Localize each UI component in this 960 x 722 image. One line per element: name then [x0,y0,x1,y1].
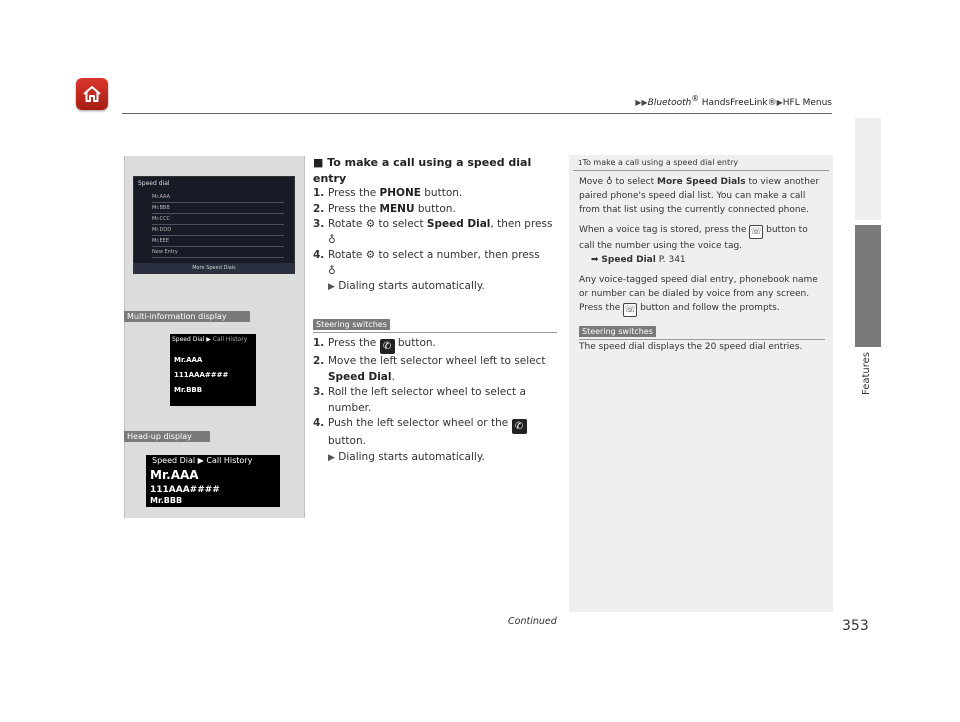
talk-icon: ☏ [624,305,636,315]
multi-info-tag: Multi-information display [124,311,250,322]
head-up-screen: Speed Dial ▶ Call History Mr.AAA 111AAA#### Mr.BBB [146,455,280,507]
list-item: Mr.EEE [152,237,284,247]
list-item: New Entry [152,248,284,258]
list-item: Mr.AAA [150,468,199,482]
phone-icon: ✆ [512,419,527,434]
joystick-icon: ♁ [606,177,613,187]
home-icon[interactable] [76,78,108,110]
reference-icon: ➡ [591,255,599,265]
header-divider [122,113,832,114]
breadcrumb-bluetooth: Bluetooth [647,98,692,108]
list-item: Mr.AAA [152,193,284,203]
list-item: Mr.DDD [152,226,284,236]
multi-info-screen: Speed Dial ▶ Call History Mr.AAA 111AAA#### Mr.BBB [170,334,256,406]
sidebar-divider [573,170,829,171]
page-number: 353 [842,618,869,634]
sidebar-steering-tag: Steering switches [579,326,656,337]
press-icon: ♁ [328,264,336,277]
list-item: Mr.BBB [152,204,284,214]
list-item: Mr.AAA [174,356,203,364]
list-item: Mr.BBB [150,496,183,505]
talk-icon: ☏ [750,227,762,237]
phone-icon: ✆ [380,339,395,354]
breadcrumb-hfl-menus: HFL Menus [782,98,832,108]
dial-icon: ⚙ [365,249,376,261]
list-item: Mr.CCC [152,215,284,225]
features-tab[interactable] [855,225,881,347]
more-speed-dials: More Speed Dials [134,263,294,273]
list-item: 111AAA#### [174,371,229,379]
screen-title: Speed dial [138,180,170,187]
list-item: 111AAA#### [150,485,220,495]
continued-label: Continued [508,616,557,627]
nav-speed-dial-screen [133,176,295,274]
dial-icon: ⚙ [365,218,376,230]
press-icon: ♁ [328,233,336,246]
sidebar-text: Move ♁ to select More Speed Dials to view another paired phone's speed dial list. You can make a call from that list using the currently connected phone. When a voice tag is stored, press the ☏ button to call the number using the voice tag. ➡ Speed Dial P. 341 Any voice-tagged speed dial entry, phonebook name or number can be dialed by voice from any screen. Press the ☏ button and follow the prompts. Steering switches The speed dial displays the 20 speed dial entries. [579,175,825,354]
list-item: Mr.BBB [174,386,203,394]
main-instructions: ■ To make a call using a speed dial entry 1. Press the PHONE button. 2. Press the MENU button. 3. Rotate ⚙ to select Speed Dial, then press ♁ 4. Rotate ⚙ to select a number, then press ♁ ▶ Dialing starts automatically. Steering switches 1. Press the ✆ button. 2. Move the left selector wheel left to select Speed Dial. 3. Roll the left selector wheel to select a number. 4. Push the left selector wheel or the ✆ button. ▶ Dialing starts automatically. [313,155,563,466]
breadcrumb: ▶▶Bluetooth® HandsFreeLink®▶HFL Menus [635,94,832,108]
side-tab-blank [855,118,881,220]
sidebar-title: 1To make a call using a speed dial entry [578,158,739,167]
features-label: Features [861,352,872,395]
section-heading: ■ To make a call using a speed dial entry [313,156,532,185]
head-up-tag: Head-up display [124,431,210,442]
steering-switches-tag: Steering switches [313,319,390,330]
